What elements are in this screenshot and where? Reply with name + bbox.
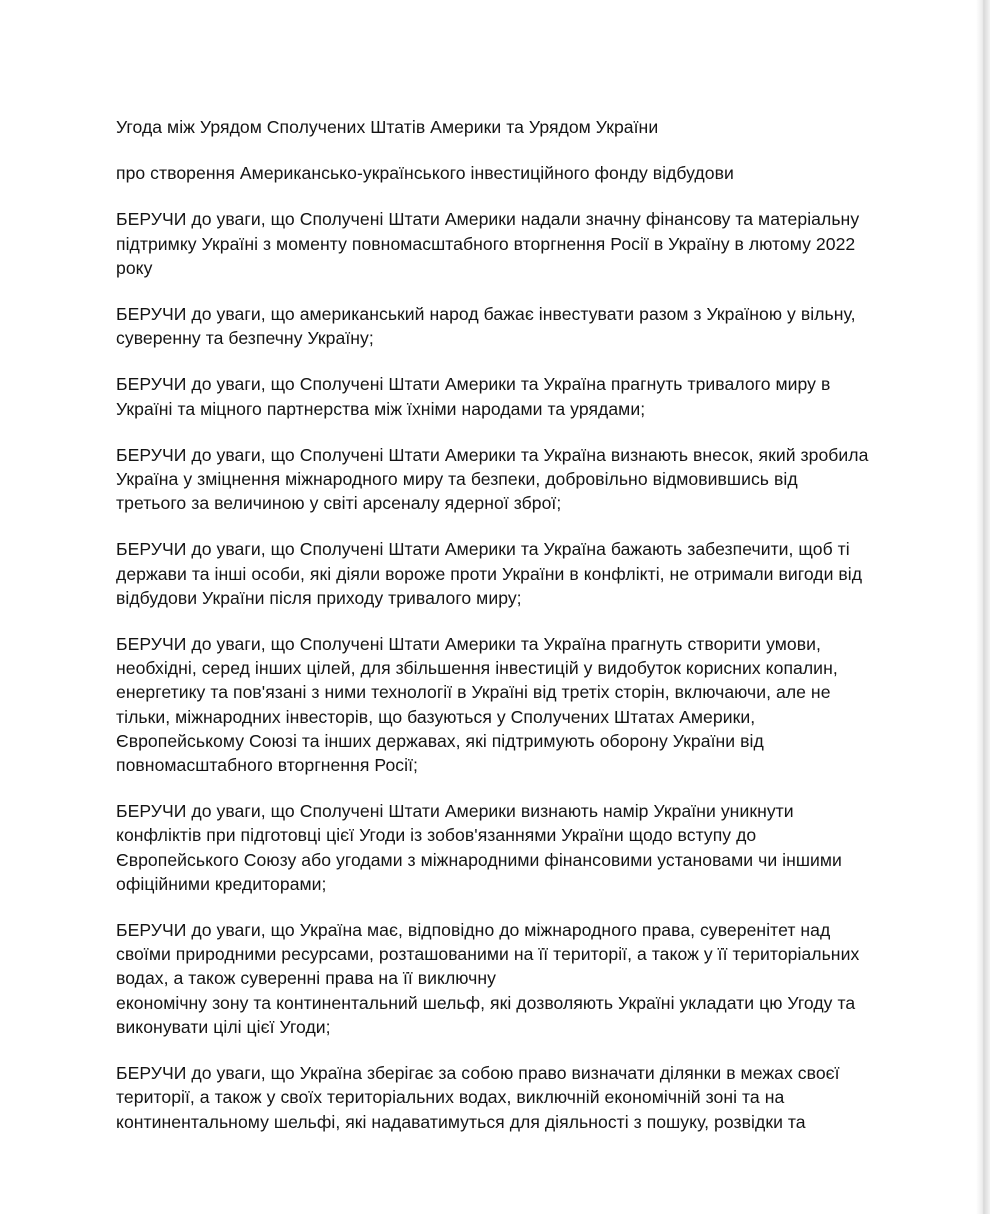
paragraph-line: третього за величиною у світі арсеналу ядерної зброї;: [116, 493, 562, 514]
paragraph-line: повномасштабного вторгнення Росії;: [116, 755, 418, 776]
paragraph-line: території, а також у своїх територіальних водах, виключній економічній зоні та на: [116, 1087, 785, 1108]
paragraph-line: енергетику та пов'язані з ними технології в Україні від третіх сторін, включаючи, але не: [116, 682, 831, 703]
paragraph-line: Україна у зміцнення міжнародного миру та безпеки, добровільно відмовившись від: [116, 469, 798, 490]
paragraph-line: року: [116, 257, 153, 278]
preamble-paragraph-4: [116, 443, 876, 516]
document-title-text: Угода між Урядом Сполучених Штатів Америки та Урядом України: [116, 117, 659, 137]
preamble-paragraph-7: [116, 799, 876, 896]
document-title: [116, 115, 876, 139]
paragraph-line: економічну зону та континентальний шельф, які дозволяють Україні укладати цю Угоду та: [116, 992, 856, 1013]
paragraph-line: Європейського Союзу або угодами з міжнародними фінансовими установами чи іншими: [116, 849, 842, 870]
preamble-paragraph-3: [116, 372, 876, 420]
paragraph-line: БЕРУЧИ до уваги, що Україна має, відповідно до міжнародного права, суверенітет над: [116, 920, 831, 941]
paragraph-line: БЕРУЧИ до уваги, що Сполучені Штати Америки надали значну фінансову та матеріальну: [116, 209, 860, 230]
paragraph-line: офіційними кредиторами;: [116, 873, 327, 894]
preamble-paragraph-5: [116, 537, 876, 610]
paragraph-line: БЕРУЧИ до уваги, що Сполучені Штати Америки та Україна бажають забезпечити, щоб ті: [116, 539, 850, 560]
document-subtitle: [116, 161, 876, 185]
preamble-paragraph-2: [116, 302, 876, 350]
preamble-paragraph-6: [116, 632, 876, 777]
paragraph-line: держави та інші особи, які діяли вороже проти України в конфлікті, не отримали вигоди від: [116, 563, 863, 584]
paragraph-line: тільки, міжнародних інвесторів, що базуються у Сполучених Штатах Америки,: [116, 706, 756, 727]
paragraph-line: конфліктів при підготовці цієї Угоди із зобов'язаннями України щодо вступу до: [116, 825, 757, 846]
paragraph-line: континентальному шельфі, які надаватимуться для діяльності з пошуку, розвідки та: [116, 1111, 806, 1132]
paragraph-line: суверенну та безпечну Україну;: [116, 328, 374, 349]
paragraph-line: своїми природними ресурсами, розташованими на її території, а також у її територіальних: [116, 944, 860, 965]
paragraph-line: БЕРУЧИ до уваги, що Сполучені Штати Америки та Україна визнають внесок, який зробила: [116, 444, 869, 465]
paragraph-line: водах, а також суверенні права на її виключну: [116, 968, 496, 989]
page-edge-shadow: [976, 0, 990, 1214]
paragraph-line: підтримку Україні з моменту повномасштабного вторгнення Росії в Україну в лютому 2022: [116, 233, 856, 254]
preamble-paragraph-8: [116, 918, 876, 1039]
paragraph-line: БЕРУЧИ до уваги, що американський народ бажає інвестувати разом з Україною у вільну,: [116, 304, 856, 325]
paragraph-line: відбудови України після приходу тривалого миру;: [116, 587, 522, 608]
paragraph-line: БЕРУЧИ до уваги, що Сполучені Штати Америки та Україна прагнуть створити умови,: [116, 634, 821, 655]
paragraph-line: виконувати цілі цієї Угоди;: [116, 1016, 331, 1037]
paragraph-line: БЕРУЧИ до уваги, що Сполучені Штати Америки визнають намір України уникнути: [116, 801, 794, 822]
paragraph-line: Європейському Союзі та інших державах, які підтримують оборону України від: [116, 730, 764, 751]
document-subtitle-text: про створення Американсько-українського інвестиційного фонду відбудови: [116, 163, 734, 184]
paragraph-line: необхідні, серед інших цілей, для збільшення інвестицій у видобуток корисних копалин,: [116, 658, 838, 679]
paragraph-line: БЕРУЧИ до уваги, що Сполучені Штати Америки та Україна прагнуть тривалого миру в: [116, 374, 831, 395]
paragraph-line: БЕРУЧИ до уваги, що Україна зберігає за собою право визначати ділянки в межах своєї: [116, 1063, 840, 1084]
preamble-paragraph-9: [116, 1061, 876, 1134]
preamble-paragraph-1: [116, 207, 876, 280]
paragraph-line: Україні та міцного партнерства між їхніми народами та урядами;: [116, 398, 646, 419]
document-body: [116, 115, 876, 1156]
